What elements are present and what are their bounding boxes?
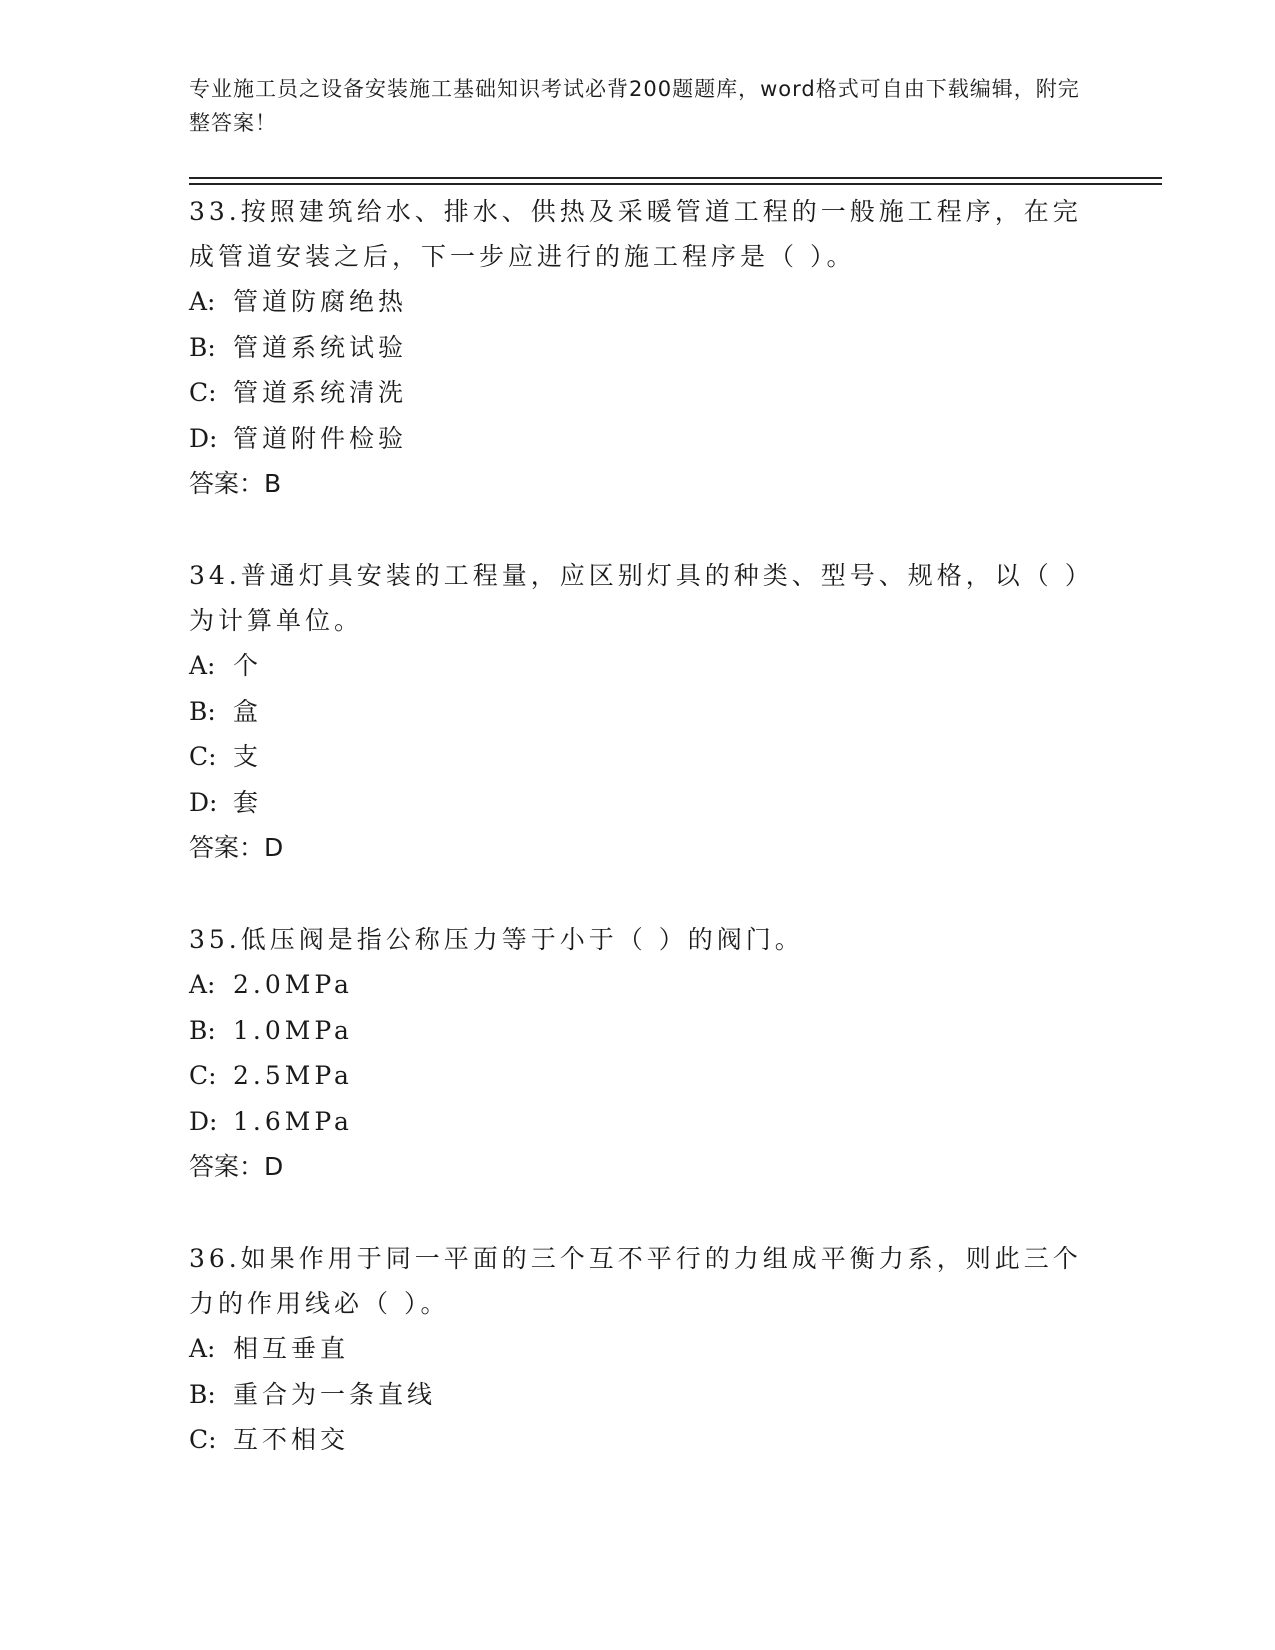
option-d: [189, 416, 1089, 462]
answer: 答案：B: [189, 469, 282, 498]
option-letter: C:: [189, 378, 217, 407]
question-stem: 35.低压阀是指公称压力等于小于（ ）的阀门。: [189, 925, 804, 954]
option-text: 盒: [233, 696, 263, 726]
option-letter: A:: [189, 651, 216, 680]
option-c: [189, 734, 1089, 780]
option-letter: B:: [189, 332, 216, 362]
answer: 答案：D: [189, 833, 284, 862]
option-letter: A:: [189, 1334, 216, 1363]
option-b: [189, 325, 1089, 371]
header-title: 专业施工员之设备安装施工基础知识考试必背200题题库，word格式可自由下载编辑，附完整答案！: [189, 77, 1080, 135]
question-stem: 36.如果作用于同一平面的三个互不平行的力组成平衡力系，则此三个力的作用线必（ ）。: [189, 1244, 1082, 1318]
option-text: 管道系统清洗: [233, 378, 408, 407]
answer: 答案：D: [189, 1152, 284, 1181]
question-35: [189, 917, 1089, 1189]
option-letter: A:: [189, 287, 216, 316]
option-c: [189, 1417, 1089, 1463]
question-stem: 33.按照建筑给水、排水、供热及采暖管道工程的一般施工程序，在完成管道安装之后，下一步应进行的施工程序是（ ）。: [189, 197, 1082, 271]
option-text: 支: [233, 742, 263, 771]
option-a: [189, 643, 1089, 689]
option-letter: A:: [189, 970, 216, 999]
option-c: [189, 370, 1089, 416]
option-text: 管道系统试验: [233, 332, 408, 362]
option-text: 套: [233, 787, 263, 817]
option-text: 1.6MPa: [233, 1106, 353, 1136]
header-rule-top: [189, 177, 1162, 179]
option-b: [189, 689, 1089, 735]
option-text: 重合为一条直线: [233, 1379, 437, 1409]
option-d: [189, 1099, 1089, 1145]
option-letter: B:: [189, 1379, 216, 1409]
option-text: 管道附件检验: [233, 423, 408, 453]
option-letter: C:: [189, 1061, 217, 1090]
option-text: 相互垂直: [233, 1334, 350, 1363]
question-stem: 34.普通灯具安装的工程量，应区别灯具的种类、型号、规格，以（ ）为计算单位。: [189, 561, 1082, 635]
option-text: 个: [233, 651, 263, 680]
option-letter: B:: [189, 696, 216, 726]
option-letter: D:: [189, 1106, 218, 1136]
option-text: 管道防腐绝热: [233, 287, 408, 316]
option-letter: B:: [189, 1015, 216, 1045]
option-letter: D:: [189, 423, 218, 453]
option-text: 2.0MPa: [233, 970, 353, 999]
option-b: [189, 1008, 1089, 1054]
document-header: [189, 72, 1089, 140]
option-letter: C:: [189, 742, 217, 771]
question-34: [189, 553, 1089, 870]
option-d: [189, 780, 1089, 826]
option-text: 2.5MPa: [233, 1061, 353, 1090]
question-36: [189, 1236, 1089, 1463]
option-text: 互不相交: [233, 1425, 350, 1454]
option-a: [189, 1326, 1089, 1372]
option-b: [189, 1372, 1089, 1418]
option-letter: C:: [189, 1425, 217, 1454]
option-c: [189, 1053, 1089, 1099]
option-a: [189, 962, 1089, 1008]
option-text: 1.0MPa: [233, 1015, 353, 1045]
option-letter: D:: [189, 787, 218, 817]
question-33: [189, 189, 1089, 506]
header-rule-bottom: [189, 183, 1162, 185]
option-a: [189, 279, 1089, 325]
